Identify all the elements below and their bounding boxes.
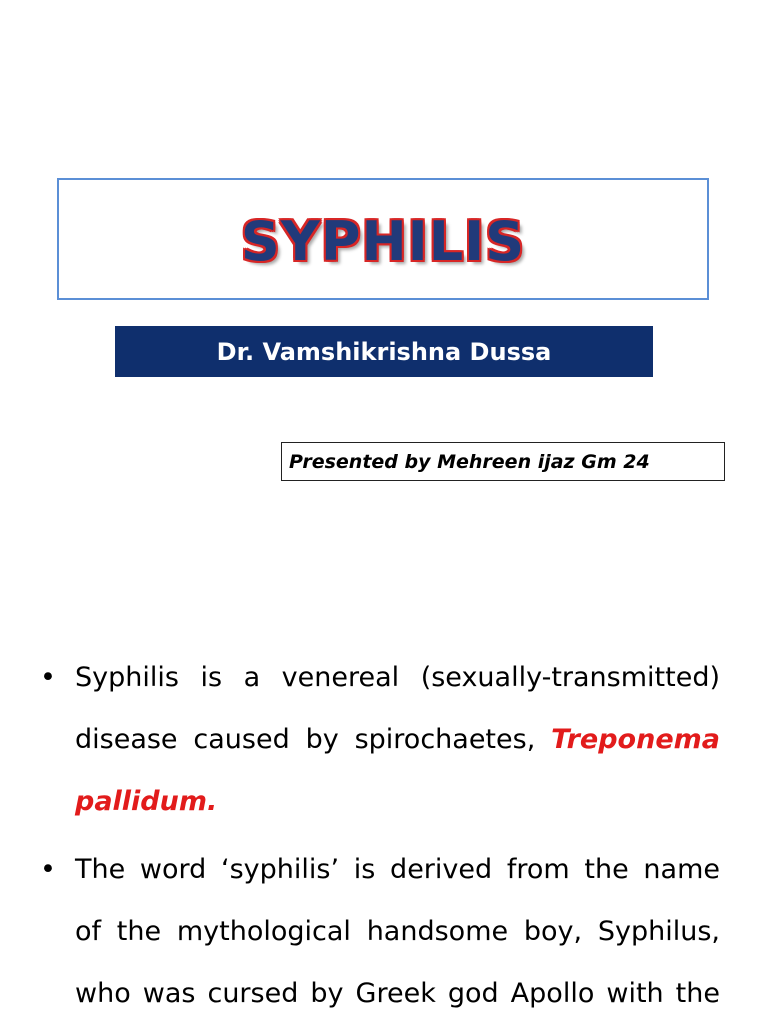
- bullet-2-line-3: who was cursed by Greek god Apollo with the: [75, 978, 720, 1009]
- bullet-1-line-2-text: disease caused by spirochaetes,: [75, 724, 536, 755]
- title-box: [57, 178, 709, 300]
- bullet-1-line-1: Syphilis is a venereal (sexually-transmitted): [75, 662, 720, 693]
- bullet-dot: •: [40, 854, 56, 885]
- pallidum-text: pallidum.: [75, 786, 218, 817]
- presenter-box: [281, 442, 725, 481]
- bullet-2-line-1: The word ‘syphilis’ is derived from the name: [75, 854, 720, 885]
- bullet-dot: •: [40, 662, 56, 693]
- author-bar: [115, 326, 653, 377]
- treponema-text: Treponema: [551, 724, 720, 755]
- author-name: Dr. Vamshikrishna Dussa: [216, 337, 552, 366]
- bullet-1-line-2: [75, 724, 720, 755]
- bullet-2-line-2: of the mythological handsome boy, Syphilus,: [75, 916, 720, 947]
- presenter-text: Presented by Mehreen ijaz Gm 24: [289, 450, 650, 473]
- slide-title: SYPHILIS: [240, 209, 526, 273]
